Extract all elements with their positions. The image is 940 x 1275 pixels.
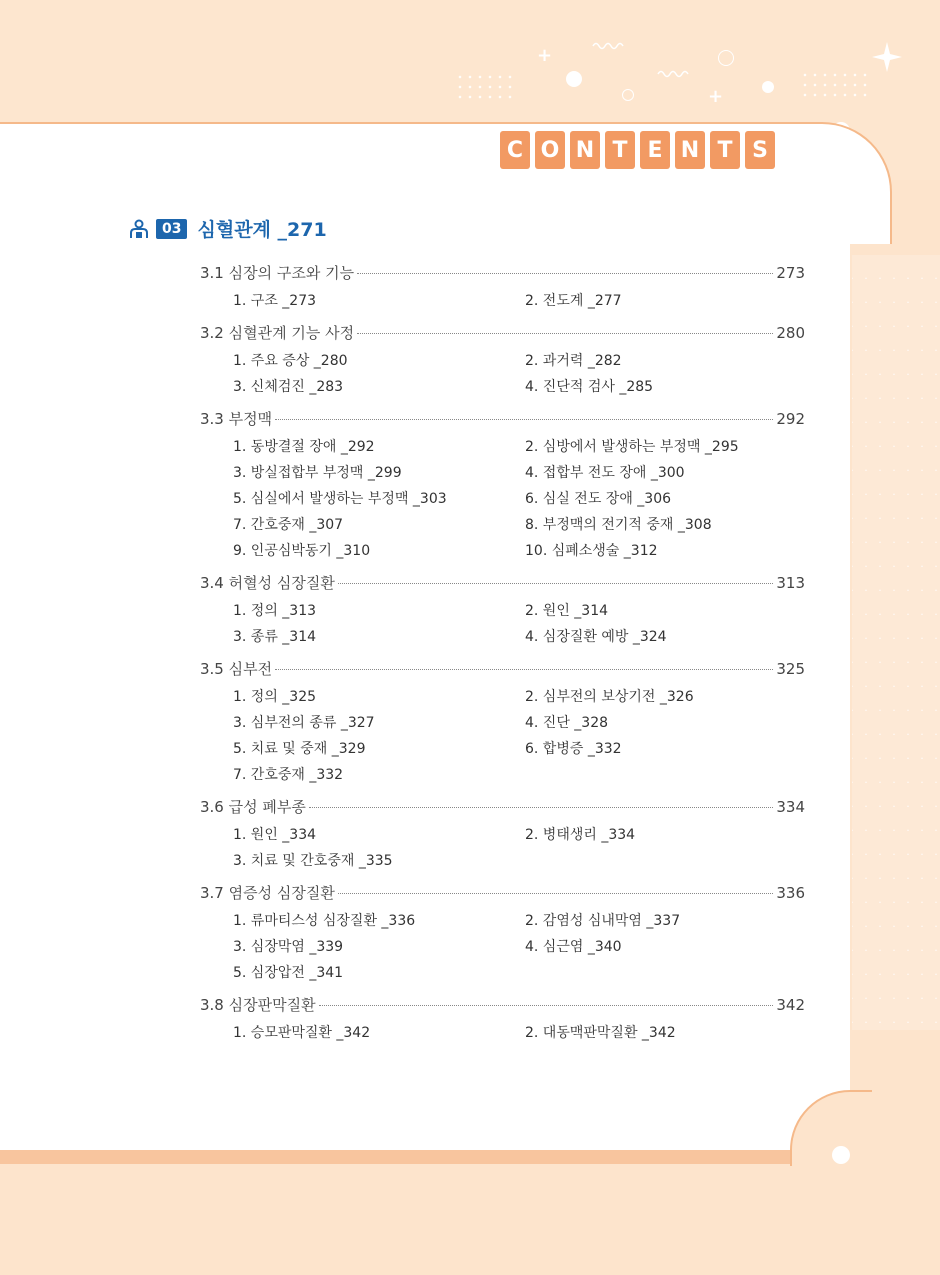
toc-item[interactable]: 3. 신체검진 _283: [233, 379, 344, 395]
toc-section: [200, 572, 805, 650]
section-label: 3.1 심장의 구조와 기능: [200, 264, 355, 282]
toc-item[interactable]: 1. 정의 _325: [233, 689, 317, 705]
toc-item[interactable]: 4. 접합부 전도 장애 _300: [525, 465, 685, 481]
toc-item[interactable]: 4. 심근염 _340: [525, 939, 622, 955]
chapter-number: 03: [156, 219, 187, 239]
toc-item[interactable]: 3. 심부전의 종류 _327: [233, 715, 375, 731]
dot-leader: [338, 893, 774, 894]
toc-item[interactable]: 5. 심장압전 _341: [233, 965, 344, 981]
section-heading[interactable]: [200, 796, 805, 822]
section-heading[interactable]: [200, 994, 805, 1020]
section-label: 3.2 심혈관계 기능 사정: [200, 324, 355, 342]
title-letter: O: [535, 131, 565, 169]
dot-leader: [357, 273, 773, 274]
toc-item[interactable]: 3. 방실접합부 부정맥 _299: [233, 465, 402, 481]
toc-item[interactable]: 7. 간호중재 _332: [233, 767, 344, 783]
toc-item[interactable]: 4. 진단적 검사 _285: [525, 379, 654, 395]
person-icon: [128, 218, 150, 240]
circle-decoration: [832, 1146, 850, 1164]
section-page: 313: [776, 574, 805, 592]
toc-section: [200, 408, 805, 564]
bottom-band: [0, 1150, 800, 1164]
toc-item[interactable]: 1. 원인 _334: [233, 827, 317, 843]
section-label: 3.8 심장판막질환: [200, 996, 316, 1014]
wave-decoration: [657, 68, 691, 78]
toc-item[interactable]: 2. 전도계 _277: [525, 293, 622, 309]
section-label: 3.5 심부전: [200, 660, 273, 678]
section-page: 292: [776, 410, 805, 428]
toc-item[interactable]: 3. 심장막염 _339: [233, 939, 344, 955]
toc-section: [200, 658, 805, 788]
ring-decoration: [622, 89, 634, 101]
toc-item[interactable]: 1. 동방결절 장애 _292: [233, 439, 375, 455]
section-page: 273: [776, 264, 805, 282]
title-letter: N: [570, 131, 600, 169]
title-letter: T: [710, 131, 740, 169]
toc-item[interactable]: 2. 과거력 _282: [525, 353, 622, 369]
toc-item[interactable]: 2. 심방에서 발생하는 부정맥 _295: [525, 439, 739, 455]
toc-item[interactable]: 1. 승모판막질환 _342: [233, 1025, 371, 1041]
toc-item[interactable]: 1. 류마티스성 심장질환 _336: [233, 913, 416, 929]
title-letter: E: [640, 131, 670, 169]
title-letter: N: [675, 131, 705, 169]
section-label: 3.3 부정맥: [200, 410, 273, 428]
toc-item[interactable]: 9. 인공심박동기 _310: [233, 543, 371, 559]
title-letter: T: [605, 131, 635, 169]
toc-item[interactable]: 2. 원인 _314: [525, 603, 609, 619]
chapter-title: 심혈관계 _271: [197, 219, 327, 241]
contents-title: [500, 131, 775, 169]
dot-leader: [338, 583, 774, 584]
dot-pattern-left: [455, 72, 515, 102]
plus-icon: +: [708, 86, 724, 107]
circle-decoration: [762, 81, 774, 93]
toc-item[interactable]: 6. 심실 전도 장애 _306: [525, 491, 672, 507]
toc-item[interactable]: 2. 병태생리 _334: [525, 827, 636, 843]
dot-leader: [275, 669, 773, 670]
section-label: 3.7 염증성 심장질환: [200, 884, 335, 902]
section-heading[interactable]: [200, 572, 805, 598]
dot-leader: [309, 807, 774, 808]
toc-section: [200, 262, 805, 314]
section-label: 3.6 급성 폐부종: [200, 798, 306, 816]
circle-decoration: [566, 71, 582, 87]
toc-item[interactable]: 5. 심실에서 발생하는 부정맥 _303: [233, 491, 447, 507]
sparkle-icon: [870, 40, 904, 74]
table-of-contents: [200, 262, 805, 1054]
toc-item[interactable]: 2. 감염성 심내막염 _337: [525, 913, 681, 929]
section-heading[interactable]: [200, 882, 805, 908]
toc-item[interactable]: 7. 간호중재 _307: [233, 517, 344, 533]
section-label: 3.4 허혈성 심장질환: [200, 574, 335, 592]
toc-item[interactable]: 3. 종류 _314: [233, 629, 317, 645]
dot-leader: [357, 333, 773, 334]
chapter-heading: [128, 215, 327, 242]
toc-item[interactable]: 1. 구조 _273: [233, 293, 317, 309]
section-heading[interactable]: [200, 262, 805, 288]
toc-item[interactable]: 4. 진단 _328: [525, 715, 609, 731]
section-page: 342: [776, 996, 805, 1014]
ring-decoration: [718, 50, 734, 66]
toc-item[interactable]: 6. 합병증 _332: [525, 741, 622, 757]
title-letter: C: [500, 131, 530, 169]
wave-decoration: [592, 40, 626, 50]
toc-section: [200, 796, 805, 874]
toc-item[interactable]: 2. 심부전의 보상기전 _326: [525, 689, 694, 705]
toc-section: [200, 994, 805, 1046]
toc-section: [200, 882, 805, 986]
toc-item[interactable]: 5. 치료 및 중재 _329: [233, 741, 366, 757]
section-page: 334: [776, 798, 805, 816]
section-heading[interactable]: [200, 408, 805, 434]
title-letter: S: [745, 131, 775, 169]
toc-item[interactable]: 3. 치료 및 간호중재 _335: [233, 853, 393, 869]
dot-leader: [319, 1005, 774, 1006]
side-pattern: [852, 255, 940, 1030]
plus-icon: +: [537, 45, 553, 66]
section-page: 336: [776, 884, 805, 902]
section-page: 280: [776, 324, 805, 342]
section-page: 325: [776, 660, 805, 678]
section-heading[interactable]: [200, 658, 805, 684]
dot-leader: [275, 419, 773, 420]
section-heading[interactable]: [200, 322, 805, 348]
toc-item[interactable]: 1. 정의 _313: [233, 603, 317, 619]
toc-item[interactable]: 4. 심장질환 예방 _324: [525, 629, 667, 645]
toc-item[interactable]: 8. 부정맥의 전기적 중재 _308: [525, 517, 712, 533]
toc-item[interactable]: 1. 주요 증상 _280: [233, 353, 348, 369]
dot-pattern-right: [800, 70, 870, 100]
toc-item[interactable]: 10. 심폐소생술 _312: [525, 543, 658, 559]
toc-item[interactable]: 2. 대동맥판막질환 _342: [525, 1025, 676, 1041]
toc-section: [200, 322, 805, 400]
